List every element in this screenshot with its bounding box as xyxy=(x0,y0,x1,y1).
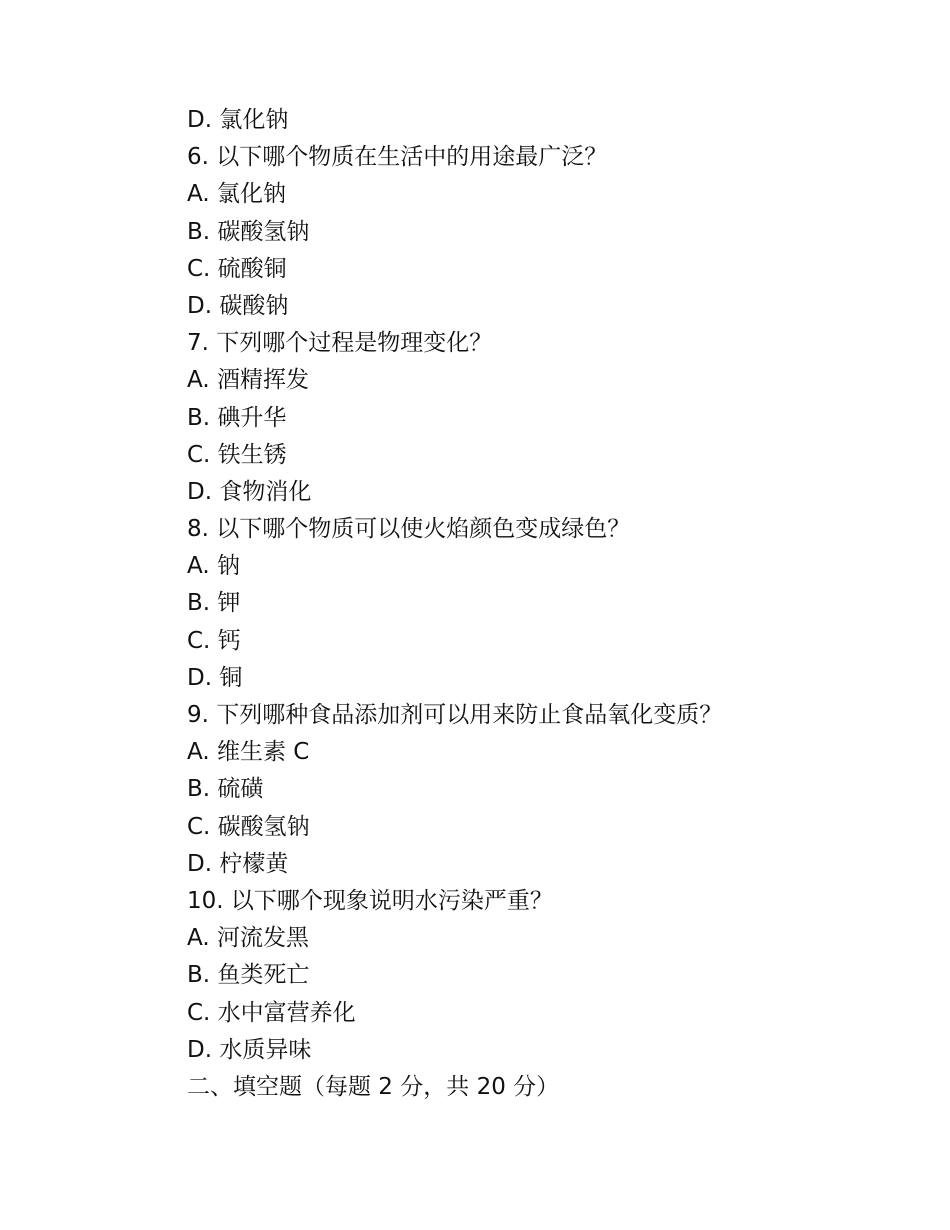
option-q10-c: C. 水中富营养化 xyxy=(187,999,356,1026)
option-q6-a: A. 氯化钠 xyxy=(187,181,286,208)
option-q6-d: D. 碳酸钠 xyxy=(187,292,289,319)
option-q6-c: C. 硫酸铜 xyxy=(187,255,287,282)
question-7: 7. 下列哪个过程是物理变化？ xyxy=(187,330,493,357)
option-q8-a: A. 钠 xyxy=(187,553,240,580)
option-q7-a: A. 酒精挥发 xyxy=(187,367,309,394)
option-q8-c: C. 钙 xyxy=(187,627,241,654)
option-q9-b: B. 硫磺 xyxy=(187,776,264,803)
option-q9-a: A. 维生素 C xyxy=(187,739,310,766)
option-q8-d: D. 铜 xyxy=(187,664,243,691)
option-q10-b: B. 鱼类死亡 xyxy=(187,962,310,989)
option-q6-b: B. 碳酸氢钠 xyxy=(187,218,310,245)
question-10: 10. 以下哪个现象说明水污染严重？ xyxy=(187,887,553,914)
question-9: 9. 下列哪种食品添加剂可以用来防止食品氧化变质？ xyxy=(187,702,723,728)
option-q8-b: B. 钾 xyxy=(187,590,241,617)
option-q10-a: A. 河流发黑 xyxy=(187,925,309,952)
option-q7-c: C. 铁生锈 xyxy=(187,441,287,468)
option-q9-d: D. 柠檬黄 xyxy=(187,850,289,877)
option-q9-c: C. 碳酸氢钠 xyxy=(187,813,310,840)
option-q7-b: B. 碘升华 xyxy=(187,404,287,431)
question-6: 6. 以下哪个物质在生活中的用途最广泛？ xyxy=(187,144,608,171)
document-body xyxy=(187,102,887,1106)
option-q7-d: D. 食物消化 xyxy=(187,478,312,505)
section-heading-fill-in: 二、填空题（每题 2 分，共 20 分） xyxy=(187,1073,560,1100)
option-q10-d: D. 水质异味 xyxy=(187,1036,312,1063)
question-8: 8. 以下哪个物质可以使火焰颜色变成绿色？ xyxy=(187,516,631,543)
option-q5-d: D. 氯化钠 xyxy=(187,107,289,133)
